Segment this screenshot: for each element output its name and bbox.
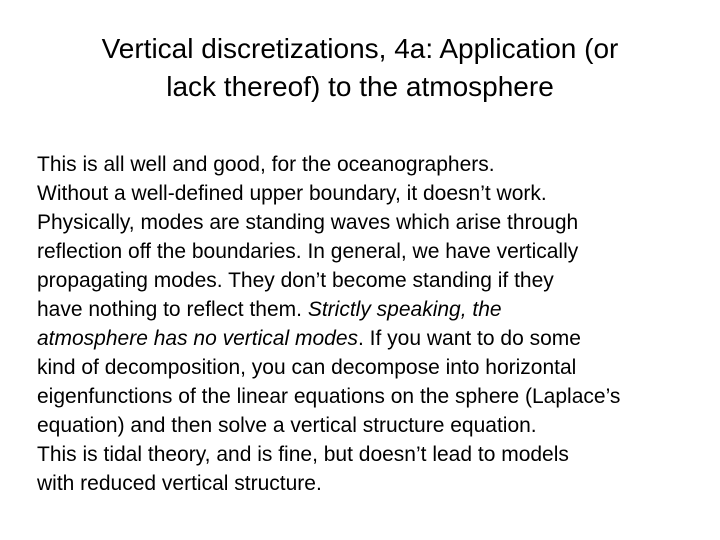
slide-title: [20, 30, 700, 106]
body-line-1: This is all well and good, for the oceanographers.: [37, 153, 495, 176]
body-line-6-plain: have nothing to reflect them.: [37, 298, 308, 321]
body-line-5: propagating modes. They don’t become standing if they: [37, 269, 554, 292]
body-line-10: equation) and then solve a vertical structure equation.: [37, 414, 537, 437]
body-line-7: [37, 324, 720, 353]
body-line-8: kind of decomposition, you can decompose into horizontal: [37, 356, 577, 379]
body-line-4: reflection off the boundaries. In general, we have vertically: [37, 240, 579, 263]
body-line-9: eigenfunctions of the linear equations on the sphere (Laplace’s: [37, 385, 621, 408]
title-line-2: lack thereof) to the atmosphere: [166, 71, 554, 102]
body-line-7-italic: atmosphere has no vertical modes: [37, 327, 358, 350]
slide-body-text: [37, 150, 720, 498]
body-line-12: with reduced vertical structure.: [37, 472, 322, 495]
body-line-11: This is tidal theory, and is fine, but doesn’t lead to models: [37, 443, 569, 466]
body-line-6-italic: Strictly speaking, the: [307, 298, 502, 321]
body-line-2: Without a well-defined upper boundary, it doesn’t work.: [37, 182, 547, 205]
body-line-6: [37, 295, 720, 324]
body-line-3: Physically, modes are standing waves which arise through: [37, 211, 579, 234]
body-line-7-plain: . If you want to do some: [358, 327, 581, 350]
title-line-1: Vertical discretizations, 4a: Application (or: [101, 33, 619, 64]
